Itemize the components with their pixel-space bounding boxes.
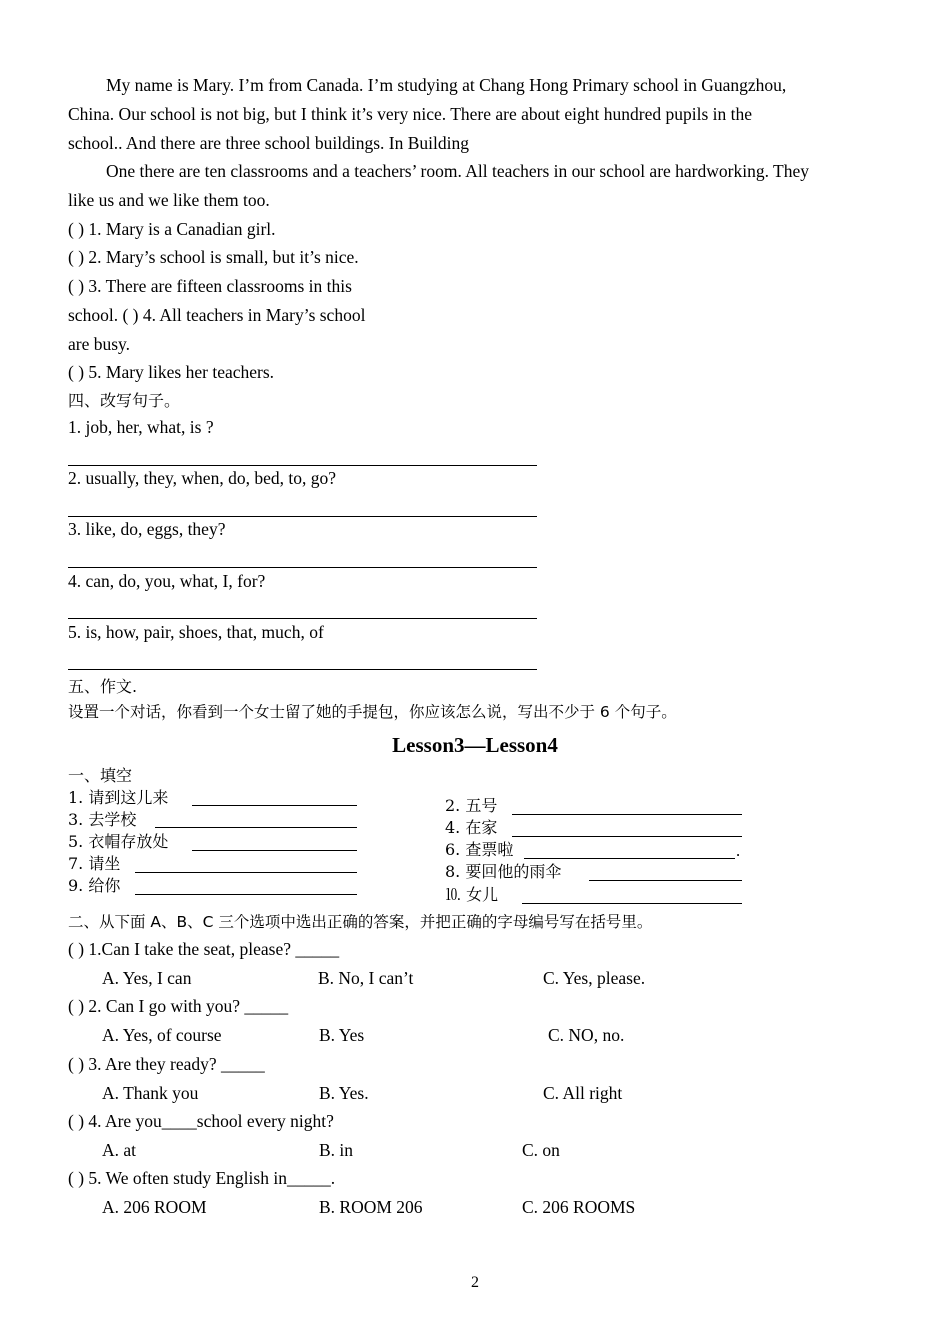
tf-question-4: school. ( ) 4. All teachers in Mary’s school <box>68 305 366 325</box>
choice-4-option-a: A. at <box>102 1140 137 1160</box>
tf-question-2: ( ) 2. Mary’s school is small, but it’s nice. <box>68 247 359 267</box>
choice-question-1: ( ) 1.Can I take the seat, please? _____ <box>68 939 340 959</box>
rewrite-item-3: 3. like, do, eggs, they? <box>68 519 226 539</box>
passage-line-2: China. Our school is not big, but I think it’s very nice. There are about eight hundred pupils in the <box>68 104 752 124</box>
answer-line-2 <box>68 516 537 517</box>
fill-item-7: 7. 请坐 <box>68 854 121 873</box>
choice-4-option-c: C. on <box>522 1140 560 1160</box>
fill-blank-6[interactable] <box>524 858 735 859</box>
choice-question-3: ( ) 3. Are they ready? _____ <box>68 1054 265 1074</box>
fill-period: . <box>736 841 741 860</box>
choice-3-option-a: A. Thank you <box>102 1083 199 1103</box>
rewrite-item-5: 5. is, how, pair, shoes, that, much, of <box>68 622 324 642</box>
fill-item-3: 3. 去学校 <box>68 810 137 829</box>
fill-blank-8[interactable] <box>589 880 742 881</box>
tf-question-4-cont: are busy. <box>68 334 131 354</box>
fill-item-2: 2. 五号 <box>445 796 498 815</box>
choice-2-option-a: A. Yes, of course <box>102 1025 222 1045</box>
fill-item-4: 4. 在家 <box>445 818 498 837</box>
tf-question-3: ( ) 3. There are fifteen classrooms in this <box>68 276 352 296</box>
passage-line-4: One there are ten classrooms and a teachers’ room. All teachers in our school are hardworking. They <box>106 161 809 181</box>
choice-4-option-b: B. in <box>319 1140 354 1160</box>
fill-item-10: ⒑ 女儿 <box>445 885 499 904</box>
lesson-title: Lesson3—Lesson4 <box>392 733 558 757</box>
passage-line-3: school.. And there are three school buildings. In Building <box>68 133 469 153</box>
page-number: 2 <box>471 1274 479 1291</box>
fill-blank-1[interactable] <box>192 805 357 806</box>
composition-heading: 五、作文. <box>68 677 138 696</box>
fill-item-9: 9. 给你 <box>68 876 121 895</box>
choice-1-option-b: B. No, I can’t <box>318 968 414 988</box>
fill-blank-4[interactable] <box>512 836 742 837</box>
answer-line-3 <box>68 567 537 568</box>
fill-blank-5[interactable] <box>192 850 357 851</box>
answer-line-1 <box>68 465 537 466</box>
fill-item-1: 1. 请到这儿来 <box>68 788 169 807</box>
fill-blank-10[interactable] <box>522 903 742 904</box>
fill-item-5: 5. 衣帽存放处 <box>68 832 169 851</box>
fill-blank-7[interactable] <box>135 872 357 873</box>
rewrite-item-1: 1. job, her, what, is ? <box>68 417 214 437</box>
fill-blank-3[interactable] <box>155 827 357 828</box>
tf-question-5: ( ) 5. Mary likes her teachers. <box>68 362 275 382</box>
choice-heading: 二、从下面 A、B、C 三个选项中选出正确的答案，并把正确的字母编号写在括号里。 <box>68 913 653 931</box>
fill-blank-9[interactable] <box>135 894 357 895</box>
choice-question-4: ( ) 4. Are you____school every night? <box>68 1111 334 1131</box>
choice-3-option-b: B. Yes. <box>319 1083 369 1103</box>
choice-1-option-a: A. Yes, I can <box>102 968 192 988</box>
tf-question-1: ( ) 1. Mary is a Canadian girl. <box>68 219 276 239</box>
fill-item-8: 8. 要回他的雨伞 <box>445 862 562 881</box>
choice-question-2: ( ) 2. Can I go with you? _____ <box>68 996 289 1016</box>
rewrite-item-4: 4. can, do, you, what, I, for? <box>68 571 266 591</box>
composition-prompt: 设置一个对话，你看到一个女士留了她的手提包，你应该怎么说，写出不少于 6 个句子。 <box>68 703 677 721</box>
fill-heading: 一、填空 <box>68 766 133 785</box>
rewrite-heading: 四、改写句子。 <box>68 391 181 410</box>
passage-line-5: like us and we like them too. <box>68 190 270 210</box>
answer-line-4 <box>68 618 537 619</box>
choice-3-option-c: C. All right <box>543 1083 623 1103</box>
rewrite-item-2: 2. usually, they, when, do, bed, to, go? <box>68 468 336 488</box>
choice-5-option-b: B. ROOM 206 <box>319 1197 423 1217</box>
choice-1-option-c: C. Yes, please. <box>543 968 646 988</box>
choice-2-option-b: B. Yes <box>319 1025 365 1045</box>
fill-item-6: 6. 查票啦 <box>445 840 514 859</box>
choice-5-option-c: C. 206 ROOMS <box>522 1197 636 1217</box>
passage-line-1: My name is Mary. I’m from Canada. I’m studying at Chang Hong Primary school in Guangzhou, <box>106 75 787 95</box>
fill-blank-2[interactable] <box>512 814 742 815</box>
answer-line-5 <box>68 669 537 670</box>
choice-5-option-a: A. 206 ROOM <box>102 1197 207 1217</box>
choice-question-5: ( ) 5. We often study English in_____. <box>68 1168 336 1188</box>
choice-2-option-c: C. NO, no. <box>548 1025 625 1045</box>
